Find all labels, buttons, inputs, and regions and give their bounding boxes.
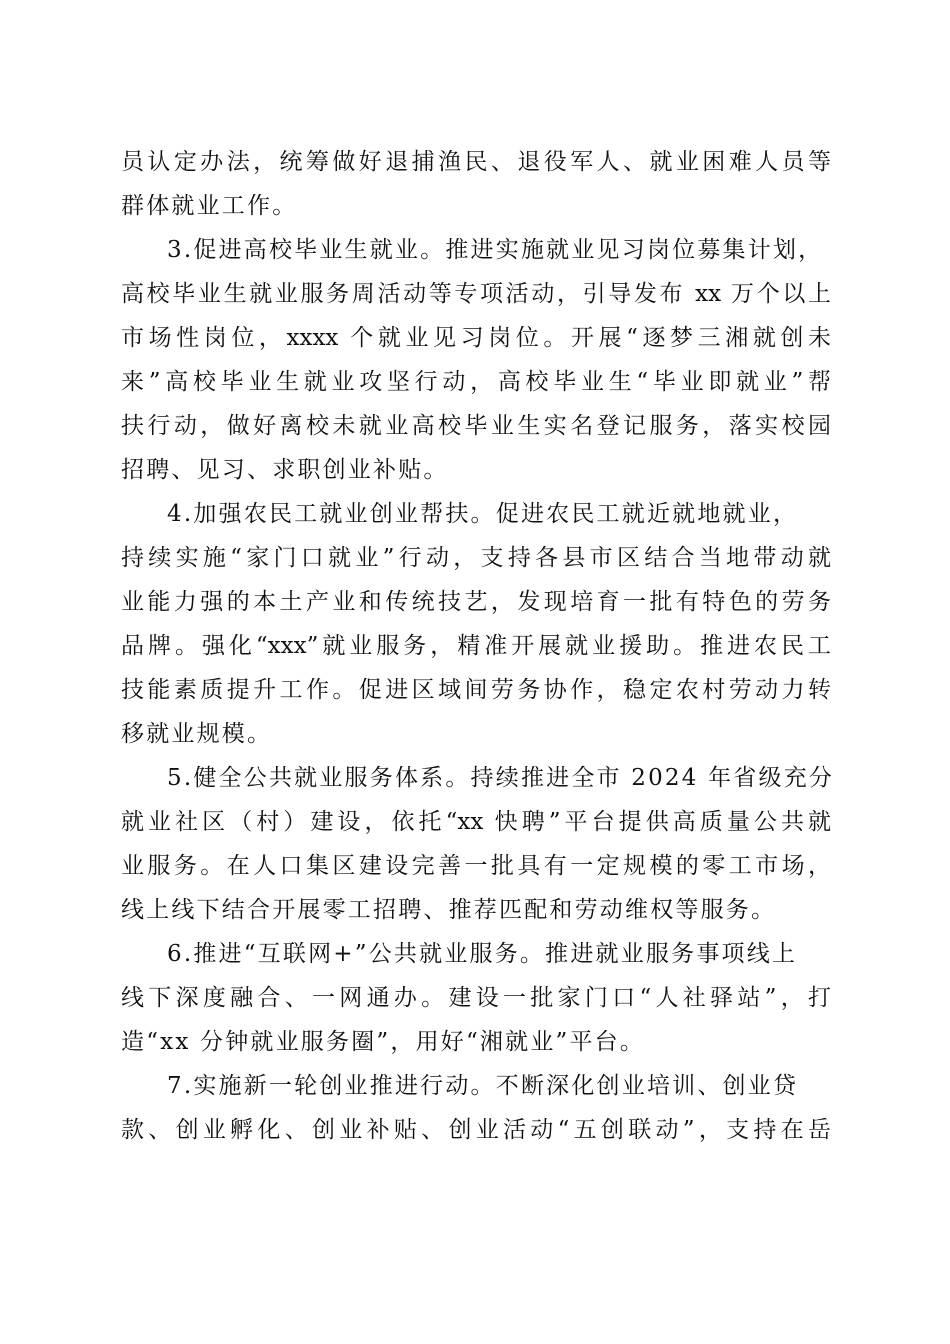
text-line: 移就业规模。 bbox=[121, 721, 273, 747]
text-line: 线上线下结合开展零工招聘、推荐匹配和劳动维权等服务。 bbox=[121, 897, 777, 923]
text-line: 3.促进高校毕业生就业。推进实施就业见习岗位募集计划， bbox=[167, 237, 824, 263]
text-line: 持续实施“家门口就业”行动，支持各县市区结合当地带动就 bbox=[121, 545, 831, 571]
text-line: 造“xx 分钟就业服务圈”，用好“湘就业”平台。 bbox=[121, 1029, 646, 1055]
text-line: 员认定办法，统筹做好退捕渔民、退役军人、就业困难人员等 bbox=[121, 149, 831, 175]
text-line: 品牌。强化“xxx”就业服务，精准开展就业援助。推进农民工 bbox=[121, 633, 831, 659]
text-line: 来”高校毕业生就业攻坚行动，高校毕业生“毕业即就业”帮 bbox=[121, 369, 831, 395]
text-line: 技能素质提升工作。促进区域间劳务协作，稳定农村劳动力转 bbox=[121, 677, 831, 703]
text-line: 5.健全公共就业服务体系。持续推进全市 2024 年省级充分 bbox=[167, 765, 835, 791]
text-line: 扶行动，做好离校未就业高校毕业生实名登记服务，落实校园 bbox=[121, 413, 831, 439]
text-line: 就业社区（村）建设，依托“xx 快聘”平台提供高质量公共就 bbox=[121, 809, 831, 835]
text-line: 群体就业工作。 bbox=[121, 193, 298, 219]
text-line: 招聘、见习、求职创业补贴。 bbox=[121, 457, 449, 483]
text-line: 线下深度融合、一网通办。建设一批家门口“人社驿站”，打 bbox=[121, 985, 831, 1011]
text-line: 4.加强农民工就业创业帮扶。促进农民工就近就地就业， bbox=[167, 501, 799, 527]
text-line: 业能力强的本土产业和传统技艺，发现培育一批有特色的劳务 bbox=[121, 589, 831, 615]
text-line: 市场性岗位，xxxx 个就业见习岗位。开展“逐梦三湘就创未 bbox=[121, 325, 831, 351]
document-page bbox=[121, 140, 835, 1152]
text-line: 业服务。在人口集区建设完善一批具有一定规模的零工市场， bbox=[121, 853, 831, 879]
text-line: 高校毕业生就业服务周活动等专项活动，引导发布 xx 万个以上 bbox=[121, 281, 831, 307]
text-line: 款、创业孵化、创业补贴、创业活动“五创联动”，支持在岳 bbox=[121, 1117, 831, 1143]
text-line: 6.推进“互联网+”公共就业服务。推进就业服务事项线上 bbox=[167, 941, 798, 967]
text-line: 7.实施新一轮创业推进行动。不断深化创业培训、创业贷 bbox=[167, 1073, 799, 1099]
